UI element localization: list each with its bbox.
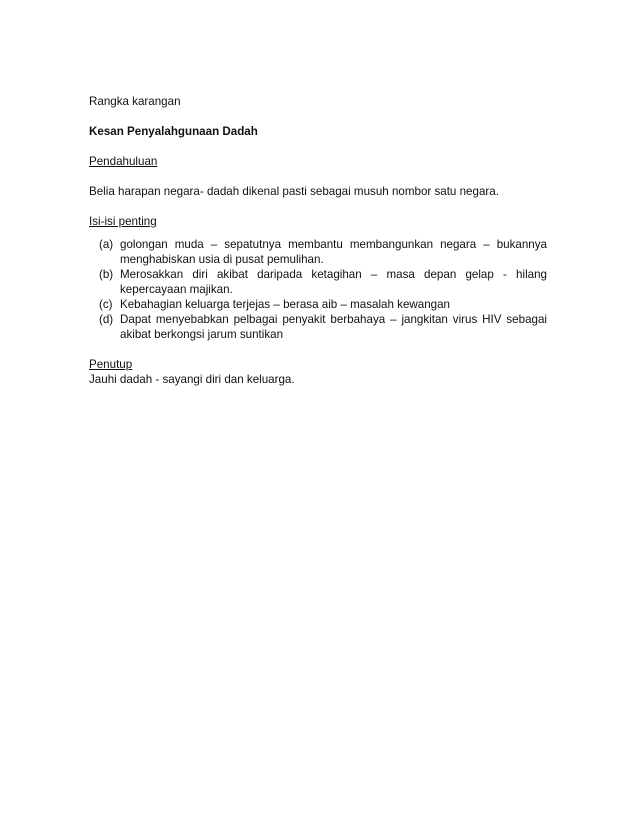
document-content — [89, 94, 547, 387]
spacer — [89, 342, 547, 357]
list-item — [99, 267, 547, 297]
list-marker: (b) — [99, 268, 114, 281]
list-item-text: Dapat menyebabkan pelbagai penyakit berbahaya – jangkitan virus HIV sebagai akibat berkongsi jarum suntikan — [120, 313, 547, 341]
list-item — [99, 237, 547, 267]
conclusion-text: Jauhi dadah - sayangi diri dan keluarga. — [89, 373, 295, 386]
intro-heading: Pendahuluan — [89, 155, 158, 168]
spacer — [89, 199, 547, 214]
list-item-text: Merosakkan diri akibat daripada ketagihan – masa depan gelap - hilang kepercayaan majikan. — [120, 268, 547, 296]
conclusion-heading: Penutup — [89, 358, 133, 371]
spacer — [89, 109, 547, 124]
list-item-text: golongan muda – sepatutnya membantu membangunkan negara – bukannya menghabiskan usia di pusat pemulihan. — [120, 238, 547, 266]
heading-label: Rangka karangan — [89, 95, 181, 108]
document-title: Kesan Penyalahgunaan Dadah — [89, 125, 258, 138]
spacer — [89, 139, 547, 154]
list-item — [99, 297, 547, 312]
key-points-list — [89, 237, 547, 342]
intro-text: Belia harapan negara- dadah dikenal pasti sebagai musuh nombor satu negara. — [89, 185, 499, 198]
list-item — [99, 312, 547, 342]
list-marker: (d) — [99, 313, 114, 326]
list-item-text: Kebahagian keluarga terjejas – berasa aib – masalah kewangan — [120, 298, 451, 311]
list-marker: (a) — [99, 238, 114, 251]
list-marker: (c) — [99, 298, 113, 311]
body-heading: Isi-isi penting — [89, 215, 157, 228]
spacer — [89, 169, 547, 184]
